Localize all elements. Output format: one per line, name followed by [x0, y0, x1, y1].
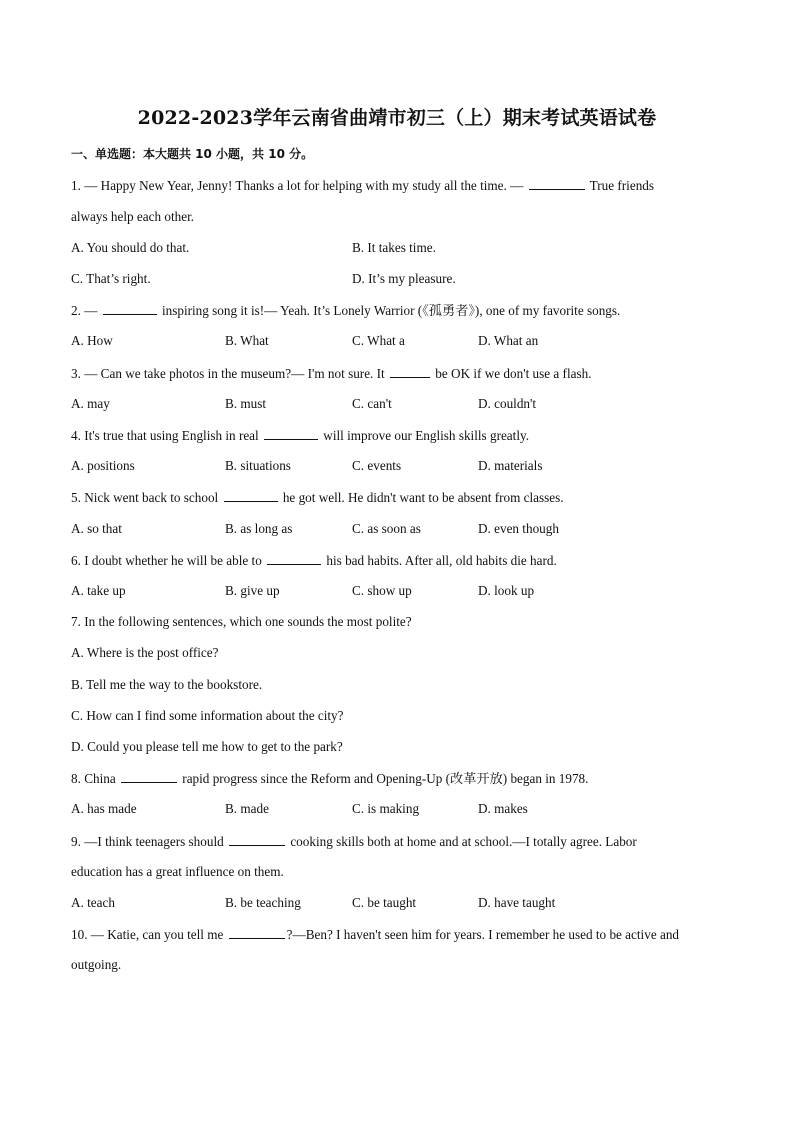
question-2-line-1: 2. — inspiring song it is!— Yeah. It’s Lonely Warrior (《孤勇者》), one of my favorite songs. [71, 303, 621, 318]
question-1-option-d[interactable]: D. It’s my pleasure. [352, 271, 456, 286]
question-7-option-d[interactable]: D. Could you please tell me how to get to the park? [71, 739, 343, 754]
question-5-option-d[interactable]: D. even though [478, 521, 559, 536]
question-3-option-c[interactable]: C. can't [352, 396, 392, 411]
question-7-option-b[interactable]: B. Tell me the way to the bookstore. [71, 677, 263, 692]
answer-blank[interactable] [229, 833, 285, 846]
question-6-option-d[interactable]: D. look up [478, 583, 535, 598]
answer-blank[interactable] [103, 302, 157, 315]
question-8-option-b[interactable]: B. made [225, 801, 269, 816]
question-1-option-c[interactable]: C. That’s right. [71, 271, 151, 286]
question-5-option-c[interactable]: C. as soon as [352, 521, 421, 536]
question-7-option-c[interactable]: C. How can I find some information about the city? [71, 708, 344, 723]
question-1-line-1: 1. — Happy New Year, Jenny! Thanks a lot for helping with my study all the time. — True friends [71, 178, 655, 193]
question-1-option-a[interactable]: A. You should do that. [71, 240, 190, 255]
question-4-line-1: 4. It's true that using English in real will improve our English skills greatly. [71, 428, 530, 443]
question-6-option-c[interactable]: C. show up [352, 583, 412, 598]
question-3-option-d[interactable]: D. couldn't [478, 396, 537, 411]
question-3-option-a[interactable]: A. may [71, 396, 110, 411]
question-3-line-1: 3. — Can we take photos in the museum?— I'm not sure. It be OK if we don't use a flash. [71, 366, 592, 381]
question-8-option-c[interactable]: C. is making [352, 801, 420, 816]
question-3-option-b[interactable]: B. must [225, 396, 267, 411]
question-8-line-1: 8. China rapid progress since the Reform and Opening-Up (改革开放) began in 1978. [71, 771, 589, 786]
question-6-option-b[interactable]: B. give up [225, 583, 280, 598]
answer-blank[interactable] [264, 427, 318, 440]
question-4-option-d[interactable]: D. materials [478, 458, 543, 473]
answer-blank[interactable] [229, 926, 285, 939]
question-7-option-a[interactable]: A. Where is the post office? [71, 645, 219, 660]
question-9-line-1: 9. —I think teenagers should cooking skills both at home and at school.—I totally agree. Labor [71, 834, 637, 849]
question-10-line-1: 10. — Katie, can you tell me ?—Ben? I haven't seen him for years. I remember he used to be active and [71, 927, 680, 942]
answer-blank[interactable] [390, 365, 430, 378]
question-5-option-b[interactable]: B. as long as [225, 521, 293, 536]
question-9-option-a[interactable]: A. teach [71, 895, 115, 910]
question-8-option-a[interactable]: A. has made [71, 801, 137, 816]
answer-blank[interactable] [267, 552, 321, 565]
question-2-option-c[interactable]: C. What a [352, 333, 405, 348]
question-9-line-2: education has a great influence on them. [71, 864, 284, 879]
question-10-line-2: outgoing. [71, 957, 122, 972]
question-6-line-1: 6. I doubt whether he will be able to his bad habits. After all, old habits die hard. [71, 553, 557, 568]
question-9-option-d[interactable]: D. have taught [478, 895, 556, 910]
question-2-option-d[interactable]: D. What an [478, 333, 539, 348]
question-1-line-2: always help each other. [71, 209, 195, 224]
question-2-option-a[interactable]: A. How [71, 333, 113, 348]
question-9-option-c[interactable]: C. be taught [352, 895, 417, 910]
question-1-option-b[interactable]: B. It takes time. [352, 240, 436, 255]
question-7-line-1: 7. In the following sentences, which one sounds the most polite? [71, 614, 412, 629]
question-5-line-1: 5. Nick went back to school he got well. He didn't want to be absent from classes. [71, 490, 564, 505]
question-4-option-a[interactable]: A. positions [71, 458, 135, 473]
question-4-option-b[interactable]: B. situations [225, 458, 291, 473]
answer-blank[interactable] [224, 489, 278, 502]
question-6-option-a[interactable]: A. take up [71, 583, 126, 598]
exam-title: 2022-2023学年云南省曲靖市初三（上）期末考试英语试卷 [137, 107, 657, 129]
answer-blank[interactable] [529, 177, 585, 190]
question-2-option-b[interactable]: B. What [225, 333, 269, 348]
question-9-option-b[interactable]: B. be teaching [225, 895, 301, 910]
question-8-option-d[interactable]: D. makes [478, 801, 528, 816]
question-4-option-c[interactable]: C. events [352, 458, 402, 473]
section-heading: 一、单选题：本大题共 10 小题，共 10 分。 [71, 147, 314, 161]
answer-blank[interactable] [121, 770, 177, 783]
question-5-option-a[interactable]: A. so that [71, 521, 122, 536]
